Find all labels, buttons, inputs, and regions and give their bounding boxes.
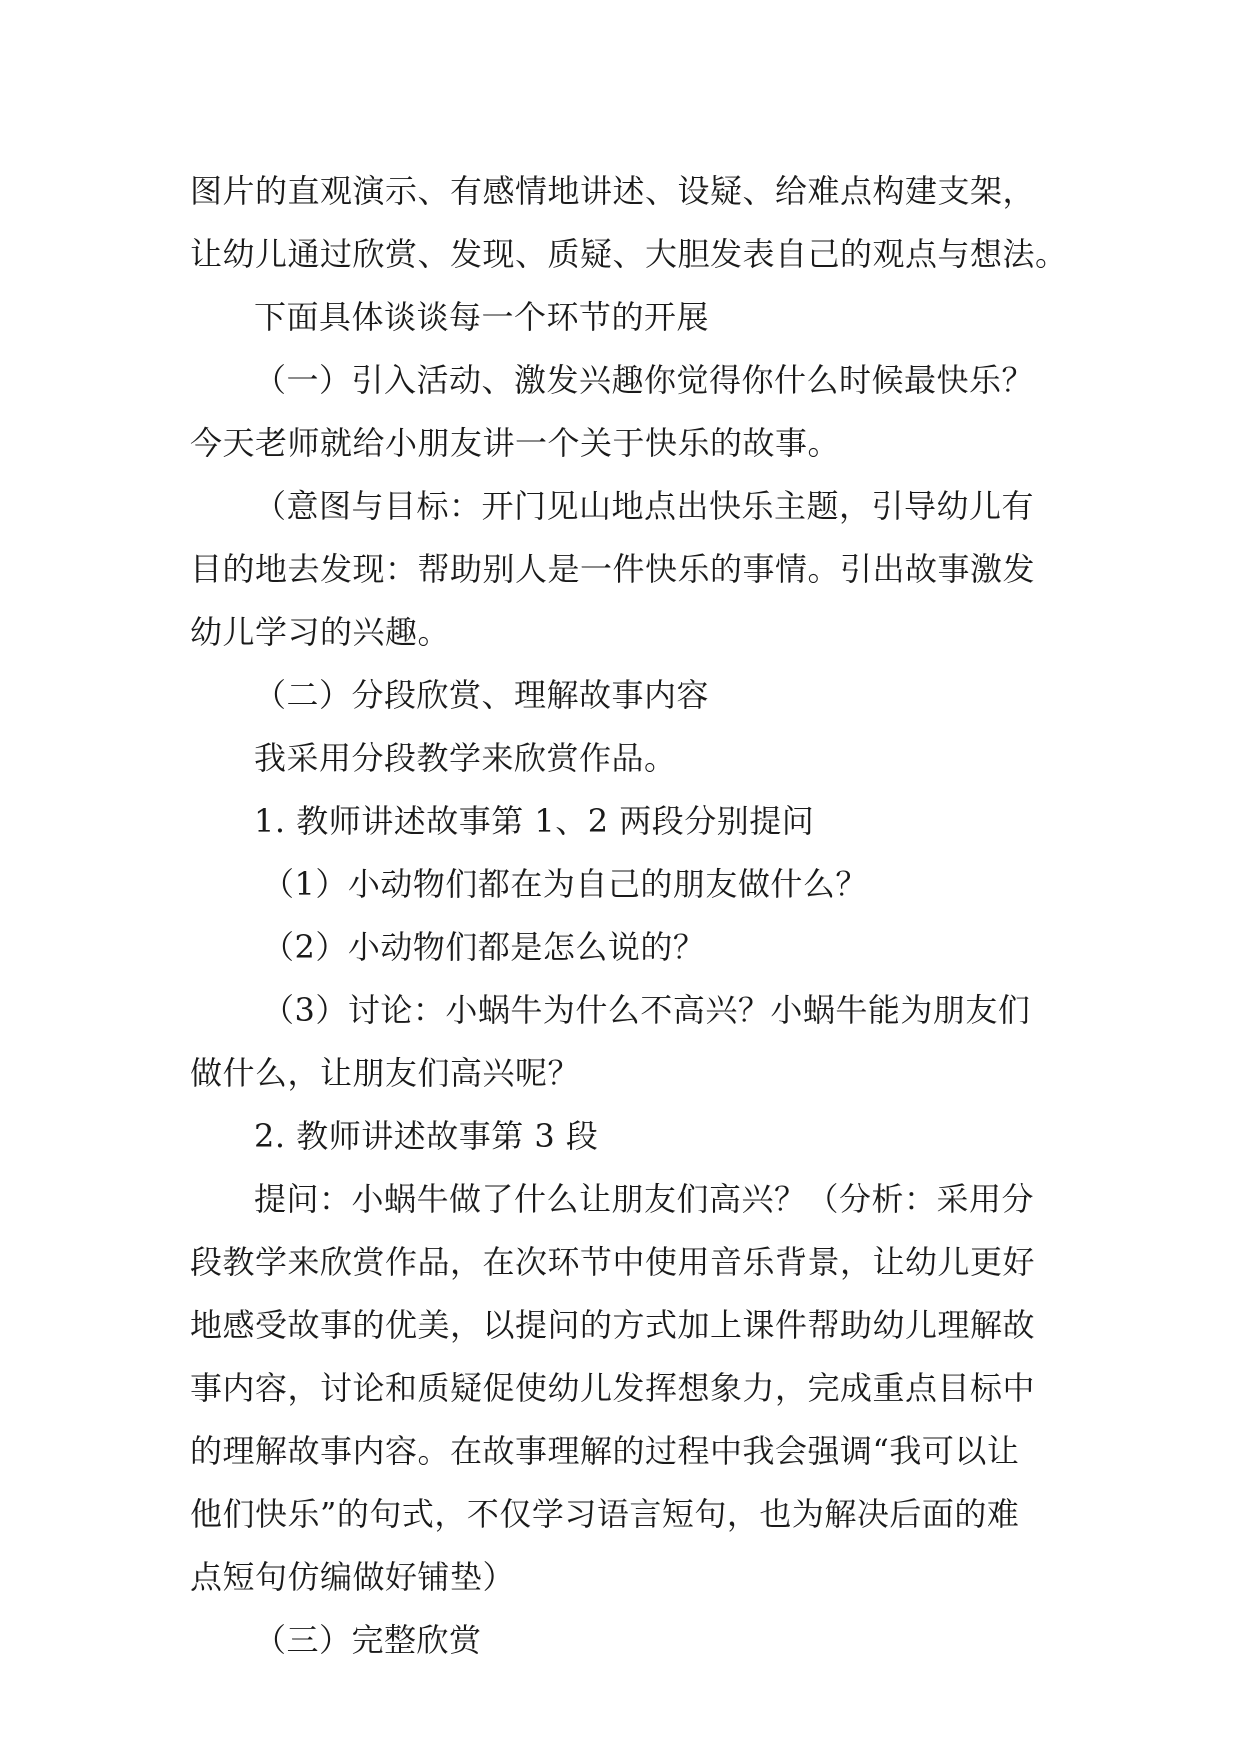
section-heading: （一）引入活动、激发兴趣你觉得你什么时候最快乐？ <box>254 361 1035 399</box>
numbered-item: 2. 教师讲述故事第 3 段 <box>254 1117 599 1155</box>
text-line: 提问：小蜗牛做了什么让朋友们高兴？（分析：采用分 <box>254 1180 1035 1218</box>
text-line: （意图与目标：开门见山地点出快乐主题，引导幼儿有 <box>254 487 1035 525</box>
text-line: 幼儿学习的兴趣。 <box>190 613 451 651</box>
question-item: （1）小动物们都在为自己的朋友做什么？ <box>262 865 868 903</box>
text-line: 图片的直观演示、有感情地讲述、设疑、给难点构建支架， <box>190 172 1036 210</box>
text-line: 做什么，让朋友们高兴呢？ <box>190 1054 581 1092</box>
text-line: 目的地去发现：帮助别人是一件快乐的事情。引出故事激发 <box>190 550 1036 588</box>
text-line: 让幼儿通过欣赏、发现、质疑、大胆发表自己的观点与想法。 <box>190 235 1068 273</box>
text-line: 事内容，讨论和质疑促使幼儿发挥想象力，完成重点目标中 <box>190 1369 1036 1407</box>
question-item: （3）讨论：小蜗牛为什么不高兴？小蜗牛能为朋友们 <box>262 991 1031 1029</box>
section-heading: （二）分段欣赏、理解故事内容 <box>254 676 710 714</box>
text-line: 他们快乐”的句式，不仅学习语言短句，也为解决后面的难 <box>190 1495 1020 1533</box>
question-item: （2）小动物们都是怎么说的？ <box>262 928 706 966</box>
document-body <box>190 160 1068 1672</box>
section-heading: （三）完整欣赏 <box>254 1621 482 1659</box>
text-line: 今天老师就给小朋友讲一个关于快乐的故事。 <box>190 424 841 462</box>
text-line: 下面具体谈谈每一个环节的开展 <box>254 298 710 336</box>
text-line: 点短句仿编做好铺垫） <box>190 1558 516 1596</box>
text-line: 的理解故事内容。在故事理解的过程中我会强调“我可以让 <box>190 1432 1020 1470</box>
text-line: 地感受故事的优美，以提问的方式加上课件帮助幼儿理解故 <box>190 1306 1036 1344</box>
text-line: 段教学来欣赏作品，在次环节中使用音乐背景，让幼儿更好 <box>190 1243 1036 1281</box>
numbered-item: 1. 教师讲述故事第 1、2 两段分别提问 <box>254 802 815 840</box>
text-line: 我采用分段教学来欣赏作品。 <box>254 739 677 777</box>
